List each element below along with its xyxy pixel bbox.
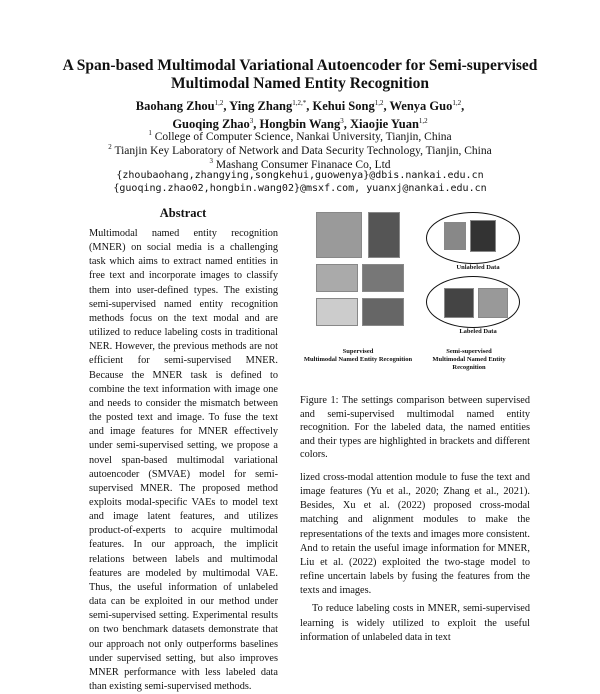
paragraph: To reduce labeling costs in MNER, semi-supervised learning is widely utilized to exploit the useful information of unlabeled data in text <box>300 603 530 643</box>
caption-line: Supervised <box>342 348 374 355</box>
author-affil-sup: 3 <box>340 117 344 126</box>
figure-image <box>444 222 466 250</box>
figure-image <box>362 298 404 326</box>
authors-line-2: Guoqing Zhao$^3$, Hongbin Wang$^3$, Xiaojie Yuan$^{1,2}$ <box>172 117 428 132</box>
figure-1 <box>298 200 518 388</box>
author-affil-sup: 1,2,* <box>292 99 307 107</box>
figure-image <box>444 288 474 318</box>
figure-image <box>316 212 362 258</box>
affil-text: College of Computer Science, Nankai University, Tianjin, China <box>154 130 452 143</box>
labeled-data-label: Labeled Data <box>459 328 497 335</box>
author-affil-sup: 3 <box>249 117 254 126</box>
figure-image <box>316 298 358 326</box>
author-name: Hongbin Wang <box>259 117 341 132</box>
caption-line: Semi-supervised <box>446 348 492 355</box>
semi-supervised-caption <box>420 348 518 372</box>
supervised-caption <box>298 348 418 364</box>
abstract-body: Multimodal named entity recognition (MNER) on social media is a challenging task which aims to extract named entities in free text and incorporate images to classify them into user-defined types. The existing semi-supervised named entity recognition methods focus on the text modal and are utilized to reduce labeling costs in traditional NER. However, the previous methods are not efficient for semi-supervised MNER. Because the MNER task is defined to combine the text information with image one and needs to consider the mismatch between the posted text and image. To fuse the text and image features for MNER effectively under semi-supervised setting, we propose a novel span-based multimodal variational autoencoder (SMVAE) model for semi-supervised MNER. The proposed method exploits modal-specific VAEs to model text and image latent features, and utilizes product-of-experts to acquire multimodal features. In our approach, the implicit relations between labels and multimodal features are modeled by multimodal VAE. Thus, the useful information of unlabeled data can be exploited in our method under semi-supervised setting. Experimental results on two benchmark datasets demonstrate that our approach not only outperforms baselines under supervised setting, but also improves MNER performance with less labeled data than existing semi-supervised methods. <box>89 228 278 692</box>
affil-number: 2 <box>108 143 112 151</box>
author-name: Baohang Zhou <box>135 99 215 114</box>
figure-image <box>368 212 400 258</box>
author-affil-sup: 1,2 <box>374 99 384 107</box>
figure-image <box>470 220 496 252</box>
affil-number: 3 <box>209 157 213 165</box>
author-name: Ying Zhang <box>229 99 293 114</box>
caption-line: Multimodal Named Entity Recognition <box>303 356 413 363</box>
figure-image <box>362 264 404 292</box>
paper-title: A Span-based Multimodal Variational Autoencoder for Semi-supervised Multimodal Named Entity Recognition <box>62 57 538 92</box>
author-affil-sup: 1,2 <box>418 117 428 126</box>
email-line-1: {zhoubaohang,zhangying,songkehui,guowenya}@dbis.nankai.edu.cn <box>116 170 484 181</box>
authors-line-1: Baohang Zhou$^{1,2}$, Ying Zhang$^{1,2,*}$, Kehui Song$^{1,2}$, Wenya Guo$^{1,2}$, <box>135 99 465 114</box>
author-name: Kehui Song <box>312 99 375 114</box>
figure-caption: Figure 1: The settings comparison between supervised and semi-supervised multimodal named entity recognition. For the labeled data, the named entities and their types are highlighted in brackets and different colors. <box>300 395 530 460</box>
email-line-2: {guoqing.zhao02,hongbin.wang02}@msxf.com, yuanxj@nankai.edu.cn <box>113 183 487 194</box>
affil-text: Mashang Consumer Finanace Co, Ltd <box>215 158 391 171</box>
author-affil-sup: 1,2 <box>452 99 462 107</box>
author-name: Guoqing Zhao <box>172 117 250 132</box>
unlabeled-data-label: Unlabeled Data <box>456 264 500 271</box>
figure-image <box>316 264 358 292</box>
caption-line: Multimodal Named Entity Recognition <box>432 356 506 371</box>
figure-image <box>478 288 508 318</box>
abstract-heading: Abstract <box>159 206 207 220</box>
paragraph: lized cross-modal attention module to fuse the text and image features (Yu et al., 2020; Zhang et al., 2021). Besides, Xu et al. (2022) proposed cross-modal matching and alignment modules to make the representations of the texts and images more consistent. And to retain the useful image information for MNER, Liu et al. (2022) exploited the two-stage model to refine uncertain labels by fusing the features from the texts and images. <box>300 472 530 597</box>
body-text <box>300 471 530 645</box>
author-name: Xiaojie Yuan <box>350 117 419 132</box>
affil-number: 1 <box>148 129 152 137</box>
author-name: Wenya Guo <box>389 99 453 114</box>
affil-text: Tianjin Key Laboratory of Network and Data Security Technology, Tianjin, China <box>114 144 492 157</box>
author-affil-sup: 1,2 <box>214 99 224 107</box>
